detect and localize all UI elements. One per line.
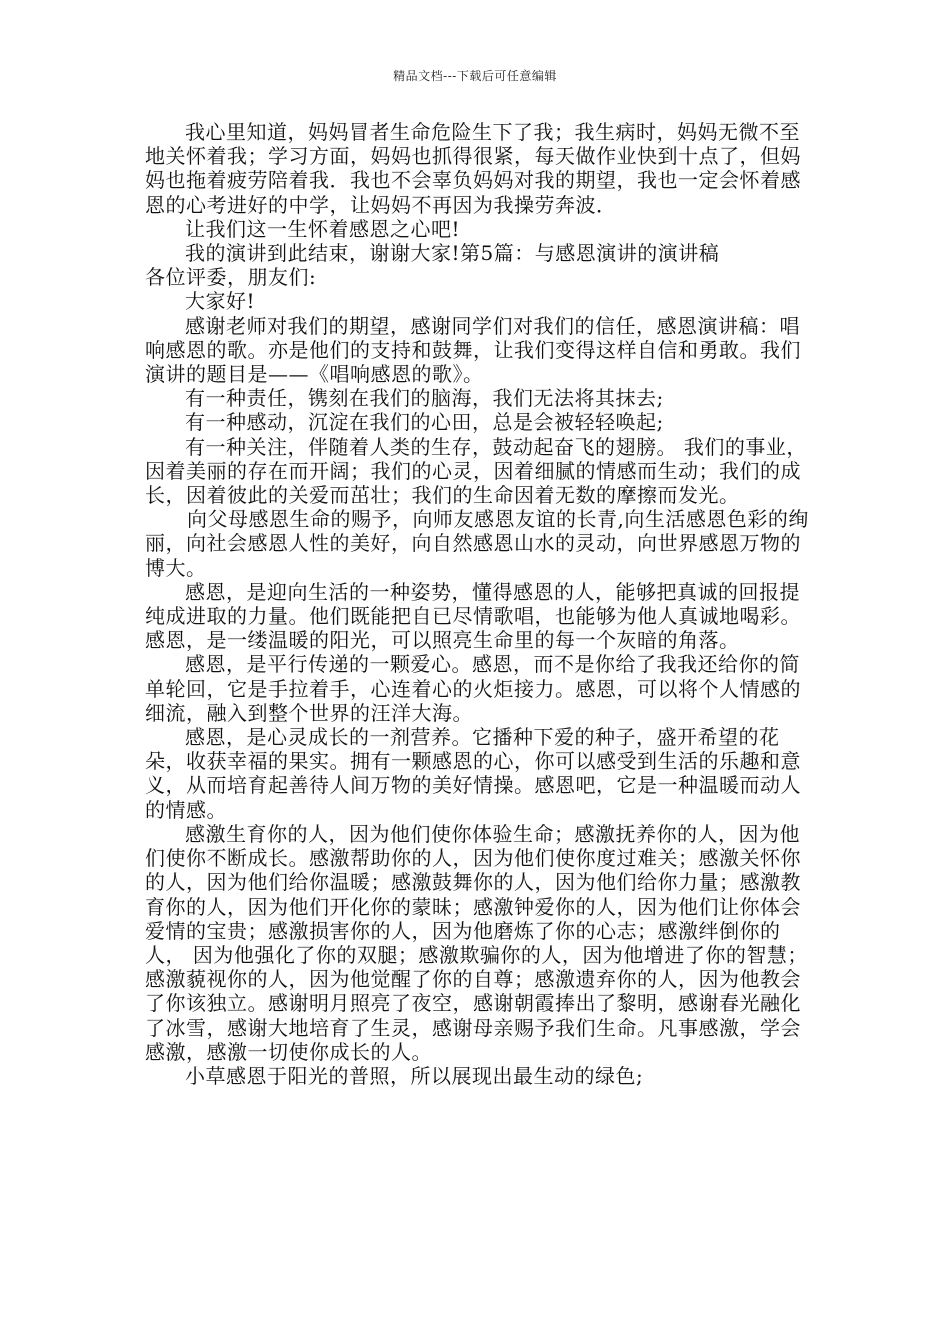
page-header: 精品文档---下载后可任意编辑	[393, 69, 557, 83]
paragraph: 各位评委，朋友们:	[145, 265, 317, 290]
paragraph: 我的演讲到此结束，谢谢大家!第5篇：与感恩演讲的演讲稿	[185, 241, 720, 266]
paragraph: 感恩，是心灵成长的一剂营养。它播种下爱的种子，盛开希望的花朵，收获幸福的果实。拥有一颗感恩的心，你可以感受到生活的乐趣和意义，从而培育起善待人间万物的美好情操。感恩吧，它是一种温暖而动人的情感。	[145, 725, 801, 822]
paragraph: 小草感恩于阳光的普照，所以展现出最生动的绿色;	[185, 1063, 644, 1088]
document-body	[145, 120, 810, 1088]
paragraph: 感恩，是迎向生活的一种姿势，懂得感恩的人，能够把真诚的回报提纯成进取的力量。他们既能把自已尽情歌唱，也能够为他人真诚地喝彩。感恩，是一缕温暖的阳光，可以照亮生命里的每一个灰暗的角落。	[145, 579, 801, 653]
paragraph: 有一种关注，伴随着人类的生存，鼓动起奋飞的翅膀。 我们的事业，因着美丽的存在而开阔；我们的心灵，因着细腻的情感而生动；我们的成长，因着彼此的关爱而茁壮；我们的生命因着无数的摩擦而发光。	[145, 434, 807, 508]
paragraph: 感激生育你的人，因为他们使你体验生命；感激抚养你的人，因为他们使你不断成长。感激帮助你的人，因为他们使你度过难关；感激关怀你的人，因为他们给你温暖；感激鼓舞你的人，因为他们给你力量；感激教育你的人，因为他们开化你的蒙昧；感激钟爱你的人，因为他们让你体会爱情的宝贵；感激损害你的人，因为他磨炼了你的心志；感激绊倒你的人， 因为他强化了你的双腿；感激欺骗你的人，因为他增进了你的智慧；感激藐视你的人，因为他觉醒了你的自尊；感激遗弃你的人，因为他教会了你该独立。感谢明月照亮了夜空，感谢朝霞捧出了黎明，感谢春光融化了冰雪，感谢大地培育了生灵，感谢母亲赐予我们生命。凡事感激，学会感激，感激一切使你成长的人。	[145, 821, 808, 1064]
paragraph: 我心里知道，妈妈冒者生命危险生下了我；我生病时，妈妈无微不至地关怀着我；学习方面，妈妈也抓得很紧，每天做作业快到十点了，但妈妈也拖着疲劳陪着我．我也不会辜负妈妈对我的期望，我也一定会怀着感恩的心考进好的中学，让妈妈不再因为我操劳奔波．	[145, 120, 801, 217]
paragraph: 向父母感恩生命的赐予，向师友感恩友谊的长青,向生活感恩色彩的绚丽，向社会感恩人性的美好，向自然感恩山水的灵动，向世界感恩万物的博大。	[145, 507, 809, 580]
paragraph: 有一种感动，沉淀在我们的心田，总是会被轻轻唤起;	[185, 410, 664, 435]
paragraph: 有一种责任，镌刻在我们的脑海，我们无法将其抹去;	[185, 386, 664, 411]
paragraph: 感谢老师对我们的期望，感谢同学们对我们的信任，感恩演讲稿：唱响感恩的歌。亦是他们的支持和鼓舞，让我们变得这样自信和勇敢。我们演讲的题目是——《唱响感恩的歌》。	[145, 313, 801, 387]
paragraph: 让我们这一生怀着感恩之心吧!	[185, 216, 461, 241]
paragraph: 感恩，是平行传递的一颗爱心。感恩，而不是你给了我我还给你的简单轮回，它是手拉着手，心连着心的火炬接力。感恩，可以将个人情感的细流，融入到整个世界的汪洋大海。	[145, 652, 801, 725]
paragraph: 大家好!	[185, 289, 256, 314]
